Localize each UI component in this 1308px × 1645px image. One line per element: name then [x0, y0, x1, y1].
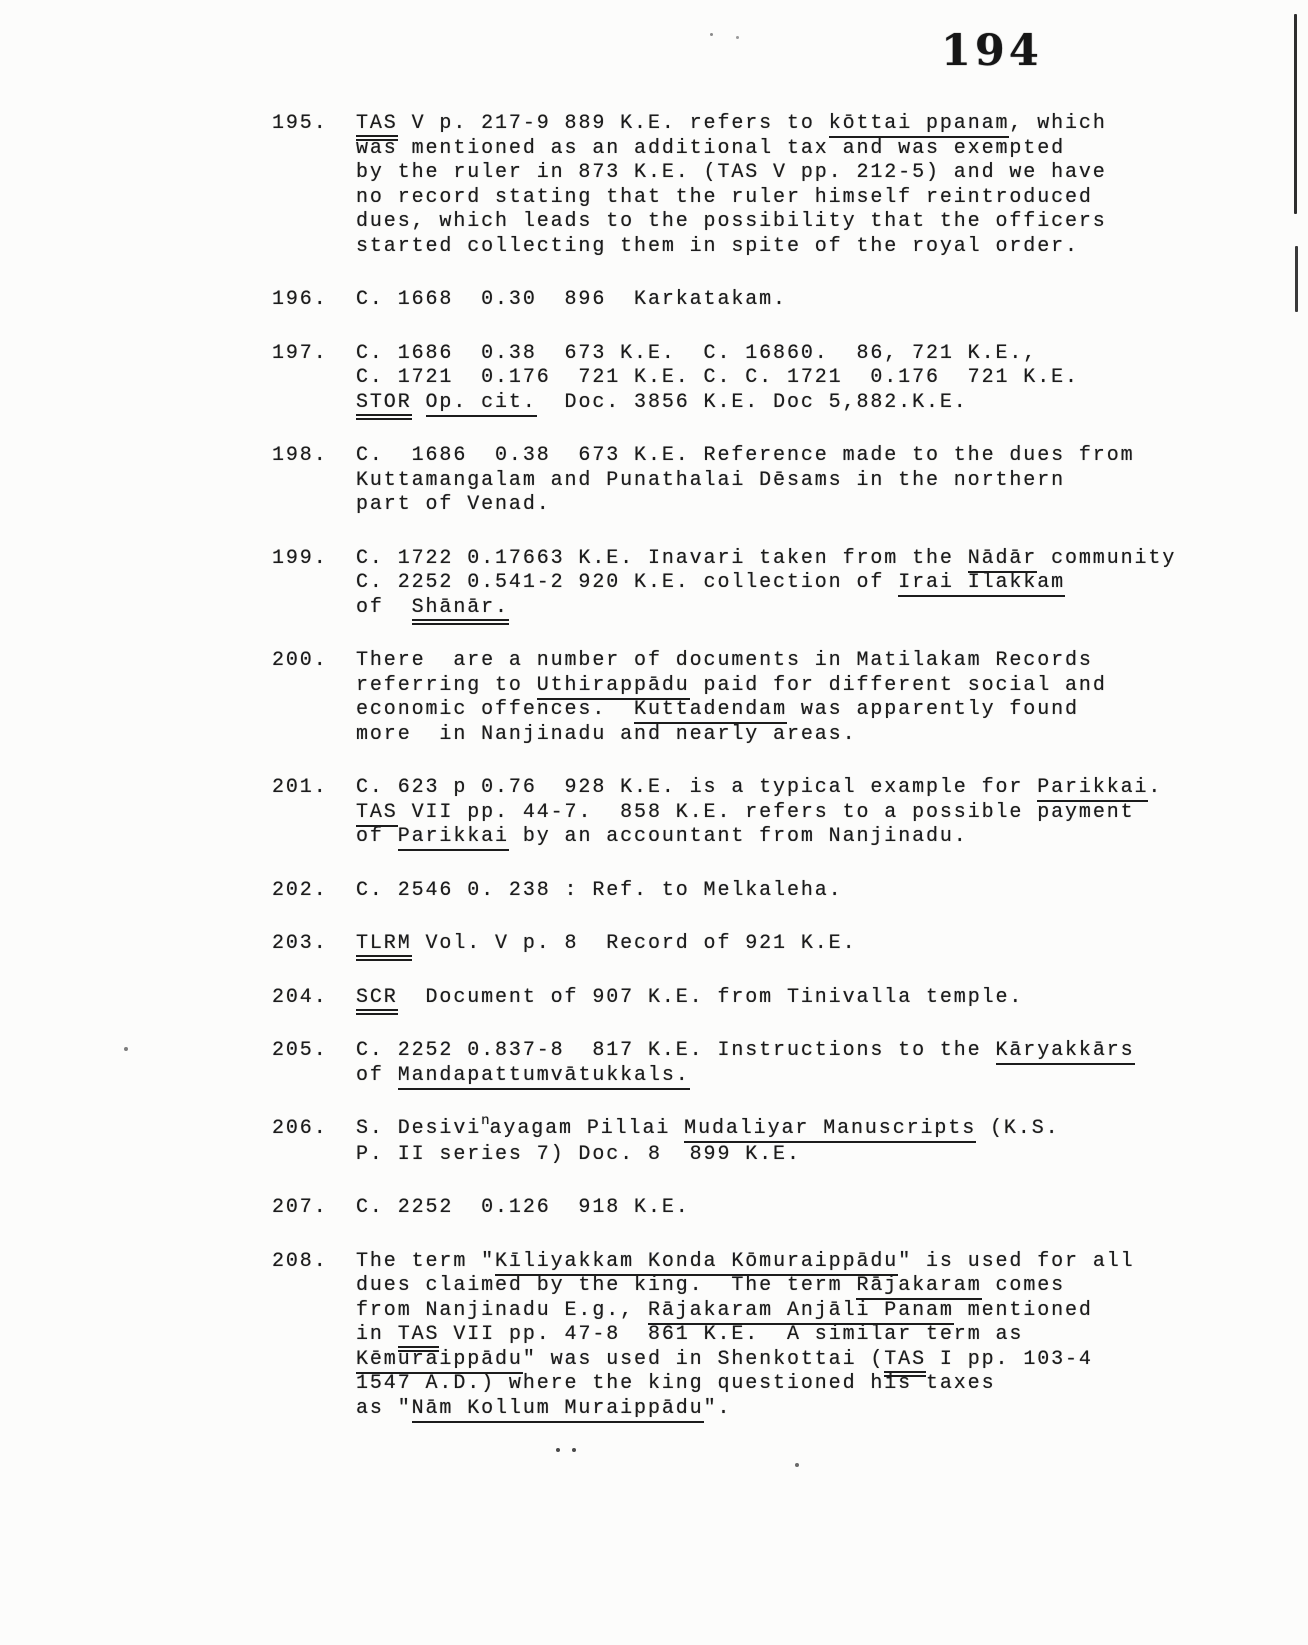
footnote-line — [356, 801, 1232, 826]
footnote-line — [356, 1039, 1232, 1064]
text-run: dues, which leads to the possibility that the officers — [356, 210, 1107, 233]
text-run: in — [356, 1323, 398, 1346]
underlined-term: Rājakaram — [856, 1274, 981, 1300]
page-number: 194 — [941, 26, 1043, 76]
footnote-number: 205. — [272, 1039, 328, 1062]
footnote-item — [272, 649, 1232, 747]
scan-edge-artifact-line-bottom — [1295, 246, 1298, 312]
underlined-term: Parikkai — [398, 825, 509, 851]
footnote-line — [356, 1250, 1232, 1275]
text-run: economic offences. — [356, 698, 635, 721]
text-run: C. 2252 0.126 918 K.E. — [356, 1196, 690, 1219]
footnote-line — [356, 649, 1232, 674]
footnote-line — [356, 1372, 1232, 1397]
footnote-text — [356, 112, 1232, 259]
text-run: VII pp. 47-8 861 K.E. A similar term as — [439, 1323, 1024, 1346]
footnote-line — [356, 674, 1232, 699]
footnote-line — [356, 1196, 1232, 1221]
footnote-line — [356, 1299, 1232, 1324]
superscript-letter: n — [481, 1113, 490, 1129]
text-run: more in Nanjinadu and nearly areas. — [356, 722, 857, 746]
footnote-item — [272, 1196, 1232, 1221]
footnote-number: 195. — [272, 112, 328, 135]
footnote-line — [356, 186, 1232, 211]
text-run: by an accountant from Nanjinadu. — [508, 825, 968, 848]
footnote-line — [356, 1113, 1232, 1143]
text-run: of — [356, 595, 412, 619]
footnote-text — [356, 649, 1232, 747]
footnote-line — [356, 469, 1232, 494]
scan-speck — [795, 1463, 799, 1467]
text-run: , which — [1009, 112, 1107, 135]
footnote-number: 196. — [272, 288, 328, 311]
text-run: Document of 907 K.E. from Tinivalla temple. — [397, 985, 1024, 1009]
text-run: C. 1668 0.30 896 Karkatakam. — [356, 288, 787, 311]
footnote-line — [356, 547, 1232, 572]
footnote-line — [356, 571, 1232, 596]
underlined-term: Kāryakkārs — [996, 1039, 1135, 1065]
text-run: part of Venad. — [356, 493, 551, 516]
footnote-line — [356, 698, 1232, 723]
underlined-term: Uthirappādu — [537, 674, 690, 700]
footnote-number: 206. — [272, 1117, 328, 1140]
underlined-term: Kīliyakkam Konda Kōmuraippādu — [495, 1250, 898, 1276]
underlined-term: kōttai ppanam — [829, 112, 1010, 138]
text-run: of — [356, 825, 398, 848]
footnote-text — [356, 342, 1232, 416]
footnote-line — [356, 1274, 1232, 1299]
text-run: C. 1721 0.176 721 K.E. C. C. 1721 0.176 721 K.E. — [356, 366, 1079, 389]
underlined-term: TAS — [356, 801, 398, 827]
text-run: C. 1686 0.38 673 K.E. Reference made to the dues from — [356, 444, 1135, 467]
text-run: C. 1686 0.38 673 K.E. C. 16860. 86, 721 K.E., — [356, 341, 1038, 365]
footnote-item — [272, 1113, 1232, 1167]
footnote-number: 203. — [272, 932, 328, 955]
footnote-line — [356, 444, 1232, 469]
footnote-number: 202. — [272, 878, 328, 902]
footnote-item — [272, 776, 1232, 850]
footnote-text — [356, 288, 1232, 313]
text-run: C. 2252 0.541-2 920 K.E. collection of — [356, 571, 899, 594]
footnote-text — [356, 547, 1232, 621]
footnote-number: 208. — [272, 1249, 328, 1273]
text-run: started collecting them in spite of the royal order. — [356, 234, 1079, 258]
footnote-item — [272, 1039, 1232, 1088]
underlined-term: Irai Ilakkam — [898, 571, 1065, 597]
underlined-term: TLRM — [356, 932, 412, 961]
scan-speck — [710, 33, 713, 36]
underlined-term: Kuttadendam — [634, 698, 787, 724]
text-run: . — [1148, 776, 1163, 799]
text-run: 1547 A.D.) where the king questioned his taxes — [356, 1372, 996, 1395]
text-run: community — [1037, 546, 1177, 570]
underlined-term: Mandapattumvātukkals. — [398, 1064, 690, 1090]
text-run: referring to — [356, 673, 537, 697]
footnote-item — [272, 932, 1232, 957]
text-run: ". — [703, 1396, 732, 1420]
footnote-line — [356, 288, 1232, 313]
text-run: " is used for all — [898, 1249, 1135, 1273]
text-run — [412, 391, 426, 414]
footnote-item — [272, 547, 1232, 621]
text-run: I pp. 103-4 — [926, 1347, 1093, 1371]
text-run: C. 1722 0.17663 K.E. Inavari taken from the — [356, 546, 968, 570]
text-run: (K.S. — [976, 1117, 1060, 1140]
footnote-item — [272, 879, 1232, 904]
text-run: P. II series 7) Doc. 8 899 K.E. — [356, 1142, 801, 1166]
footnote-line — [356, 1064, 1232, 1089]
footnote-number: 199. — [272, 546, 328, 570]
footnote-number: 200. — [272, 649, 328, 672]
text-run: dues claimed by the king. The term — [356, 1274, 857, 1297]
text-run: " was used in Shenkottai ( — [522, 1347, 885, 1371]
footnote-number: 201. — [272, 776, 328, 799]
footnote-number: 204. — [272, 985, 328, 1009]
text-run: There are a number of documents in Matilakam Records — [356, 649, 1093, 672]
underlined-term: SCR — [356, 986, 398, 1015]
footnote-line — [356, 493, 1232, 518]
footnote-text — [356, 1250, 1232, 1422]
text-run: was apparently found — [786, 698, 1079, 721]
footnote-item — [272, 342, 1232, 416]
footnote-line — [356, 210, 1232, 235]
footnote-item — [272, 288, 1232, 313]
underlined-term: Rājakaram Anjāli Panam — [648, 1299, 954, 1325]
text-run: Doc. 3856 K.E. Doc 5,882.K.E. — [536, 390, 968, 414]
footnote-line — [356, 366, 1232, 391]
underlined-term: Parikkai — [1037, 776, 1148, 802]
text-run: mentioned — [953, 1298, 1093, 1322]
underlined-term: Nādār — [968, 547, 1038, 573]
text-run: C. 2546 0. 238 : Ref. to Melkaleha. — [356, 878, 843, 902]
text-run: no record stating that the ruler himself reintroduced — [356, 185, 1093, 209]
footnote-line — [356, 879, 1232, 904]
text-run: S. Desivi — [356, 1117, 482, 1140]
footnote-text — [356, 1196, 1232, 1221]
footnote-text — [356, 1113, 1232, 1167]
footnote-item — [272, 444, 1232, 518]
footnote-line — [356, 986, 1232, 1011]
text-run: by the ruler in 873 K.E. (TAS V pp. 212-5) and we have — [356, 161, 1107, 184]
footnote-text — [356, 1039, 1232, 1088]
footnote-line — [356, 1348, 1232, 1373]
footnote-number: 197. — [272, 341, 328, 365]
underlined-term: TAS — [398, 1323, 440, 1352]
text-run: VII pp. 44-7. 858 K.E. refers to a possible payment — [397, 800, 1135, 824]
text-run: V p. 217-9 889 K.E. refers to — [397, 112, 829, 135]
footnote-text — [356, 444, 1232, 518]
footnote-text — [356, 932, 1232, 957]
footnote-line — [356, 137, 1232, 162]
text-run: was mentioned as an additional tax and was exempted — [356, 136, 1065, 160]
underlined-term: STOR — [356, 391, 412, 420]
footnote-line — [356, 342, 1232, 367]
footnote-line — [356, 932, 1232, 957]
scan-speck — [124, 1047, 128, 1051]
footnote-line — [356, 1143, 1232, 1168]
footnote-number: 198. — [272, 444, 328, 467]
text-run: Kuttamangalam and Punathalai Dēsams in the northern — [356, 468, 1065, 492]
text-run: ayagam Pillai — [489, 1117, 685, 1140]
underlined-term: Op. cit. — [426, 391, 537, 417]
footnote-line — [356, 391, 1232, 416]
footnote-number: 207. — [272, 1196, 328, 1219]
footnote-line — [356, 1397, 1232, 1422]
footnote-text — [356, 986, 1232, 1011]
underlined-term: Mudaliyar Manuscripts — [684, 1117, 976, 1143]
footnote-text — [356, 879, 1232, 904]
footnote-line — [356, 776, 1232, 801]
text-run: as " — [356, 1396, 412, 1420]
footnote-line — [356, 161, 1232, 186]
footnote-item — [272, 1250, 1232, 1422]
text-run: C. 2252 0.837-8 817 K.E. Instructions to the — [356, 1039, 996, 1062]
text-run: of — [356, 1063, 398, 1087]
footnote-text — [356, 776, 1232, 850]
footnote-line — [356, 112, 1232, 137]
scan-speck — [736, 36, 739, 39]
text-run: The term " — [356, 1249, 496, 1273]
underlined-term: Nām Kollum Muraippādu — [412, 1397, 704, 1423]
underlined-term: TAS — [884, 1348, 926, 1377]
text-run: from Nanjinadu E.g., — [356, 1298, 648, 1322]
text-run: C. 623 p 0.76 928 K.E. is a typical example for — [356, 776, 1038, 799]
footnote-line — [356, 723, 1232, 748]
text-run: comes — [981, 1274, 1066, 1297]
footnote-item — [272, 112, 1232, 259]
underlined-term: Shānār. — [412, 596, 509, 625]
underlined-term: Kēmuraippādu — [356, 1348, 523, 1374]
scan-edge-artifact-line-top — [1294, 14, 1297, 214]
footnote-line — [356, 596, 1232, 621]
text-run: Vol. V p. 8 Record of 921 K.E. — [411, 932, 857, 955]
footnote-line — [356, 825, 1232, 850]
text-run: paid for different social and — [689, 673, 1107, 697]
footnote-list — [272, 112, 1232, 1450]
underlined-term: TAS — [356, 112, 398, 141]
footnote-line — [356, 1323, 1232, 1348]
footnote-item — [272, 986, 1232, 1011]
footnote-line — [356, 235, 1232, 260]
